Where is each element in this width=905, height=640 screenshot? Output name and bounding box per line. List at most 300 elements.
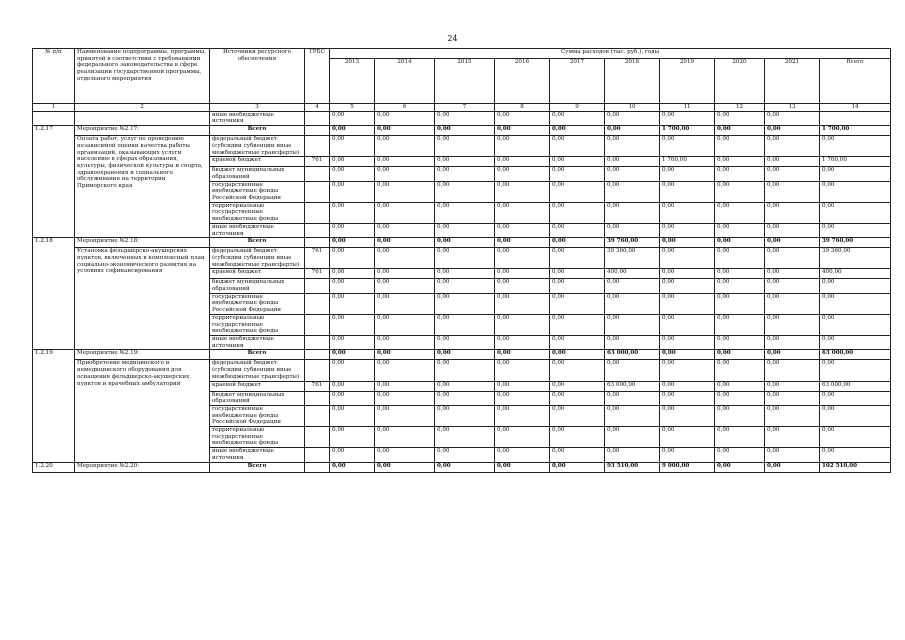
source-cell: иные внебюджетные источники [210, 223, 305, 237]
source-cell: федеральный бюджет (субсидии субвенции иные межбюджетные трансферты) [210, 248, 305, 269]
value-cell: 0,00 [660, 293, 715, 314]
value-cell: 0,00 [550, 202, 605, 223]
value-cell: 0,00 [765, 202, 820, 223]
value-cell: 0,00 [550, 360, 605, 381]
column-number: 10 [605, 104, 660, 112]
value-cell: 0,00 [375, 157, 435, 167]
value-cell: 0,00 [330, 202, 375, 223]
value-cell: 0,00 [330, 293, 375, 314]
source-cell: государственные внебюджетные фонды Российской Федерации [210, 181, 305, 202]
value-cell: 0,00 [375, 462, 435, 472]
value-cell: 0,00 [550, 462, 605, 472]
value-cell: 0,00 [495, 136, 550, 157]
value-cell: 0,00 [435, 293, 495, 314]
value-cell: 0,00 [435, 248, 495, 269]
value-cell: 0,00 [660, 335, 715, 349]
value-cell: 0,00 [550, 427, 605, 448]
value-cell: 0,00 [435, 269, 495, 279]
value-cell: 0,00 [605, 202, 660, 223]
value-cell: 0,00 [550, 335, 605, 349]
value-cell: 0,00 [605, 279, 660, 293]
value-cell: 63 000,00 [605, 381, 660, 391]
value-cell: 0,00 [715, 167, 765, 181]
value-cell: 0,00 [765, 462, 820, 472]
value-cell: 0,00 [375, 335, 435, 349]
grbs-cell [305, 462, 330, 472]
value-cell: 0,00 [715, 405, 765, 426]
row-name: Приобретение медицинского и немедицинского оборудования для оснащения фельдшерско-акушерских пунктов и врачебных амбулаторий [75, 360, 210, 462]
value-cell: 0,00 [820, 360, 891, 381]
value-cell: 0,00 [820, 427, 891, 448]
row-number: 1.2.17 [33, 126, 75, 238]
value-cell: 63 000,00 [820, 350, 891, 360]
grbs-cell [305, 279, 330, 293]
value-cell: 0,00 [765, 157, 820, 167]
value-cell: 0,00 [435, 391, 495, 405]
value-cell: 0,00 [715, 238, 765, 248]
value-cell: 0,00 [765, 427, 820, 448]
value-cell: 0,00 [605, 181, 660, 202]
value-cell: 39 360,00 [820, 248, 891, 269]
value-cell: 0,00 [820, 293, 891, 314]
value-cell: 0,00 [550, 269, 605, 279]
value-cell: 0,00 [765, 167, 820, 181]
source-cell: бюджет муниципальных образований [210, 391, 305, 405]
value-cell: 0,00 [605, 391, 660, 405]
grbs-cell: 761 [305, 157, 330, 167]
grbs-cell [305, 181, 330, 202]
value-cell: 63 000,00 [820, 381, 891, 391]
value-cell: 0,00 [495, 157, 550, 167]
value-cell: 0,00 [765, 360, 820, 381]
grbs-cell [305, 111, 330, 125]
value-cell: 0,00 [330, 314, 375, 335]
row-name: Мероприятие №2.19: [75, 350, 210, 360]
value-cell: 0,00 [765, 238, 820, 248]
value-cell: 0,00 [330, 248, 375, 269]
value-cell: 0,00 [375, 181, 435, 202]
source-cell: краевой бюджет [210, 157, 305, 167]
column-number: 12 [715, 104, 765, 112]
column-number: 5 [330, 104, 375, 112]
value-cell: 1 700,00 [660, 126, 715, 136]
source-cell: краевой бюджет [210, 269, 305, 279]
value-cell: 0,00 [605, 111, 660, 125]
value-cell: 0,00 [715, 223, 765, 237]
value-cell: 0,00 [435, 350, 495, 360]
column-number: 13 [765, 104, 820, 112]
value-cell: 0,00 [375, 126, 435, 136]
page-number: 24 [447, 34, 458, 43]
value-cell: 0,00 [495, 279, 550, 293]
value-cell: 0,00 [550, 223, 605, 237]
source-cell: федеральный бюджет (субсидии субвенции иные межбюджетные трансферты) [210, 136, 305, 157]
source-cell: территориальные государственные внебюджетные фонды [210, 427, 305, 448]
value-cell: 0,00 [715, 381, 765, 391]
value-cell: 0,00 [330, 427, 375, 448]
value-cell: 0,00 [820, 405, 891, 426]
value-cell: 0,00 [435, 448, 495, 462]
grbs-cell: 761 [305, 381, 330, 391]
value-cell: 0,00 [495, 314, 550, 335]
grbs-cell [305, 238, 330, 248]
row-name [75, 111, 210, 125]
col-source-header: Источники ресурсного обеспечения [210, 49, 305, 104]
value-cell: 0,00 [715, 335, 765, 349]
value-cell: 0,00 [375, 293, 435, 314]
table-row [33, 136, 891, 157]
value-cell: 0,00 [605, 293, 660, 314]
value-cell: 0,00 [375, 202, 435, 223]
value-cell: 0,00 [715, 111, 765, 125]
value-cell: 0,00 [330, 448, 375, 462]
year-header: Всего [820, 59, 891, 104]
column-number: 9 [550, 104, 605, 112]
value-cell: 93 510,00 [605, 462, 660, 472]
value-cell: 0,00 [550, 314, 605, 335]
value-cell: 0,00 [660, 181, 715, 202]
row-number: 1.2.18 [33, 238, 75, 350]
value-cell: 0,00 [765, 279, 820, 293]
value-cell [820, 111, 891, 125]
grbs-cell [305, 350, 330, 360]
value-cell: 0,00 [820, 391, 891, 405]
year-header: 2014 [375, 59, 435, 104]
value-cell: 0,00 [765, 293, 820, 314]
row-number: 1.2.19 [33, 350, 75, 462]
value-cell: 0,00 [550, 167, 605, 181]
column-number: 11 [660, 104, 715, 112]
value-cell: 0,00 [765, 314, 820, 335]
value-cell: 0,00 [495, 167, 550, 181]
value-cell: 0,00 [330, 157, 375, 167]
value-cell: 0,00 [715, 314, 765, 335]
value-cell: 0,00 [765, 136, 820, 157]
value-cell: 0,00 [375, 223, 435, 237]
value-cell: 0,00 [375, 314, 435, 335]
value-cell: 0,00 [375, 167, 435, 181]
value-cell: 0,00 [605, 405, 660, 426]
value-cell: 0,00 [330, 360, 375, 381]
grbs-cell [305, 391, 330, 405]
value-cell: 0,00 [660, 314, 715, 335]
grbs-cell [305, 167, 330, 181]
value-cell: 0,00 [495, 181, 550, 202]
column-number: 8 [495, 104, 550, 112]
value-cell: 0,00 [495, 293, 550, 314]
value-cell: 0,00 [550, 350, 605, 360]
value-cell: 39 760,00 [820, 238, 891, 248]
source-cell: бюджет муниципальных образований [210, 167, 305, 181]
grbs-cell [305, 360, 330, 381]
value-cell: 0,00 [605, 360, 660, 381]
value-cell: 0,00 [605, 126, 660, 136]
year-header: 2017 [550, 59, 605, 104]
value-cell: 0,00 [660, 448, 715, 462]
value-cell: 0,00 [660, 350, 715, 360]
value-cell: 0,00 [550, 293, 605, 314]
value-cell: 0,00 [375, 448, 435, 462]
year-header: 2016 [495, 59, 550, 104]
source-cell: иные внебюджетные источники [210, 448, 305, 462]
value-cell: 0,00 [765, 111, 820, 125]
value-cell: 0,00 [715, 462, 765, 472]
value-cell: 0,00 [550, 279, 605, 293]
value-cell: 0,00 [435, 314, 495, 335]
value-cell: 0,00 [330, 381, 375, 391]
source-cell: Всего [210, 126, 305, 136]
grbs-cell: 761 [305, 269, 330, 279]
value-cell: 0,00 [495, 111, 550, 125]
grbs-cell [305, 335, 330, 349]
row-name: Оплата работ, услуг по проведению независимой оценки качества работы организаций, оказывающих услуги населению в сферах образования, культуры, физической культуры и спорта, здравоохранения и социального обслуживания на территории Приморского края [75, 136, 210, 238]
value-cell: 0,00 [715, 248, 765, 269]
source-cell: государственные внебюджетные фонды Российской Федерации [210, 293, 305, 314]
value-cell: 0,00 [605, 314, 660, 335]
value-cell: 0,00 [820, 136, 891, 157]
value-cell: 0,00 [435, 405, 495, 426]
year-header: 2018 [605, 59, 660, 104]
value-cell: 0,00 [495, 391, 550, 405]
value-cell: 0,00 [660, 269, 715, 279]
value-cell: 0,00 [495, 335, 550, 349]
value-cell: 0,00 [765, 350, 820, 360]
grbs-cell [305, 314, 330, 335]
grbs-cell [305, 223, 330, 237]
value-cell: 0,00 [660, 427, 715, 448]
value-cell: 0,00 [820, 335, 891, 349]
source-cell: Всего [210, 462, 305, 472]
table-row [33, 238, 891, 248]
value-cell: 0,00 [765, 381, 820, 391]
value-cell: 0,00 [550, 157, 605, 167]
value-cell: 0,00 [330, 462, 375, 472]
year-header: 2019 [660, 59, 715, 104]
value-cell: 0,00 [715, 136, 765, 157]
value-cell: 0,00 [765, 126, 820, 136]
value-cell: 0,00 [550, 391, 605, 405]
value-cell: 0,00 [660, 238, 715, 248]
source-cell: Всего [210, 350, 305, 360]
column-number: 14 [820, 104, 891, 112]
value-cell: 0,00 [550, 111, 605, 125]
value-cell: 0,00 [765, 248, 820, 269]
value-cell: 0,00 [435, 279, 495, 293]
table-row [33, 248, 891, 269]
value-cell: 0,00 [495, 238, 550, 248]
value-cell: 0,00 [435, 111, 495, 125]
source-cell: краевой бюджет [210, 381, 305, 391]
year-header: 2013 [330, 59, 375, 104]
value-cell: 0,00 [330, 391, 375, 405]
value-cell: 0,00 [495, 126, 550, 136]
value-cell: 0,00 [495, 448, 550, 462]
value-cell: 0,00 [660, 111, 715, 125]
value-cell: 0,00 [330, 279, 375, 293]
value-cell: 0,00 [715, 293, 765, 314]
value-cell: 0,00 [435, 136, 495, 157]
grbs-cell [305, 448, 330, 462]
value-cell: 0,00 [820, 167, 891, 181]
value-cell: 1 700,00 [820, 157, 891, 167]
value-cell: 0,00 [435, 157, 495, 167]
value-cell: 39 360,00 [605, 248, 660, 269]
value-cell: 0,00 [550, 248, 605, 269]
value-cell: 0,00 [330, 136, 375, 157]
value-cell: 0,00 [375, 111, 435, 125]
col-grbs-header: ГРБС [305, 49, 330, 104]
value-cell: 0,00 [820, 279, 891, 293]
value-cell: 0,00 [605, 448, 660, 462]
value-cell: 0,00 [715, 391, 765, 405]
grbs-cell [305, 293, 330, 314]
value-cell: 0,00 [435, 335, 495, 349]
value-cell: 0,00 [330, 181, 375, 202]
value-cell: 0,00 [660, 202, 715, 223]
year-header: 2015 [435, 59, 495, 104]
value-cell: 0,00 [495, 405, 550, 426]
source-cell: иные внебюджетные источники [210, 335, 305, 349]
value-cell: 0,00 [660, 381, 715, 391]
value-cell: 0,00 [375, 427, 435, 448]
value-cell: 0,00 [550, 405, 605, 426]
value-cell: 0,00 [495, 427, 550, 448]
value-cell: 0,00 [820, 223, 891, 237]
value-cell: 0,00 [715, 269, 765, 279]
source-cell: иные внебюджетные источники [210, 111, 305, 125]
value-cell: 0,00 [660, 360, 715, 381]
value-cell: 0,00 [375, 405, 435, 426]
value-cell: 0,00 [375, 238, 435, 248]
value-cell: 0,00 [375, 391, 435, 405]
table-row [33, 126, 891, 136]
value-cell: 0,00 [715, 360, 765, 381]
source-cell: государственные внебюджетные фонды Российской Федерации [210, 405, 305, 426]
value-cell: 0,00 [435, 427, 495, 448]
value-cell: 0,00 [605, 427, 660, 448]
value-cell: 0,00 [435, 238, 495, 248]
value-cell: 0,00 [375, 360, 435, 381]
value-cell: 102 510,00 [820, 462, 891, 472]
value-cell: 0,00 [660, 223, 715, 237]
value-cell: 400,00 [820, 269, 891, 279]
value-cell: 0,00 [660, 405, 715, 426]
value-cell: 0,00 [605, 167, 660, 181]
value-cell: 0,00 [660, 391, 715, 405]
value-cell: 1 700,00 [660, 157, 715, 167]
value-cell: 0,00 [330, 111, 375, 125]
value-cell: 63 000,00 [605, 350, 660, 360]
value-cell: 0,00 [660, 167, 715, 181]
value-cell: 0,00 [715, 350, 765, 360]
value-cell: 0,00 [495, 360, 550, 381]
grbs-cell [305, 126, 330, 136]
value-cell: 0,00 [330, 269, 375, 279]
value-cell: 0,00 [715, 126, 765, 136]
column-number: 3 [210, 104, 305, 112]
value-cell: 1 700,00 [820, 126, 891, 136]
expenses-table [32, 48, 891, 473]
value-cell: 0,00 [550, 181, 605, 202]
value-cell: 39 760,00 [605, 238, 660, 248]
value-cell: 0,00 [330, 223, 375, 237]
value-cell: 0,00 [495, 381, 550, 391]
grbs-cell [305, 136, 330, 157]
value-cell: 0,00 [330, 126, 375, 136]
value-cell: 0,00 [765, 335, 820, 349]
value-cell: 0,00 [330, 238, 375, 248]
value-cell: 0,00 [715, 181, 765, 202]
value-cell: 0,00 [715, 448, 765, 462]
year-header: 2020 [715, 59, 765, 104]
source-cell: территориальные государственные внебюджетные фонды [210, 314, 305, 335]
row-name: Мероприятие №2.20: [75, 462, 210, 472]
value-cell: 0,00 [820, 181, 891, 202]
value-cell: 0,00 [715, 157, 765, 167]
value-cell: 0,00 [550, 136, 605, 157]
value-cell: 0,00 [495, 202, 550, 223]
value-cell: 0,00 [495, 350, 550, 360]
column-number: 7 [435, 104, 495, 112]
row-number [33, 111, 75, 125]
value-cell: 0,00 [765, 405, 820, 426]
source-cell: бюджет муниципальных образований [210, 279, 305, 293]
grbs-cell [305, 202, 330, 223]
value-cell: 0,00 [375, 269, 435, 279]
value-cell: 0,00 [375, 350, 435, 360]
table-row [33, 350, 891, 360]
value-cell: 0,00 [715, 202, 765, 223]
column-number: 2 [75, 104, 210, 112]
value-cell: 0,00 [550, 126, 605, 136]
value-cell: 0,00 [375, 381, 435, 391]
value-cell: 9 000,00 [660, 462, 715, 472]
value-cell: 0,00 [605, 335, 660, 349]
value-cell: 0,00 [765, 269, 820, 279]
value-cell: 0,00 [715, 427, 765, 448]
value-cell: 0,00 [765, 391, 820, 405]
value-cell: 0,00 [550, 448, 605, 462]
source-cell: Всего [210, 238, 305, 248]
value-cell: 0,00 [330, 167, 375, 181]
value-cell: 0,00 [375, 136, 435, 157]
value-cell: 0,00 [435, 360, 495, 381]
value-cell: 0,00 [435, 126, 495, 136]
value-cell: 0,00 [605, 157, 660, 167]
value-cell: 0,00 [605, 223, 660, 237]
value-cell: 0,00 [495, 248, 550, 269]
table-row [33, 111, 891, 125]
value-cell: 0,00 [435, 167, 495, 181]
value-cell: 400,00 [605, 269, 660, 279]
value-cell: 0,00 [605, 136, 660, 157]
value-cell: 0,00 [375, 279, 435, 293]
value-cell: 0,00 [495, 462, 550, 472]
column-number: 6 [375, 104, 435, 112]
column-number: 1 [33, 104, 75, 112]
value-cell: 0,00 [765, 448, 820, 462]
row-name: Мероприятие №2.17: [75, 126, 210, 136]
value-cell: 0,00 [660, 136, 715, 157]
value-cell: 0,00 [435, 381, 495, 391]
table-row [33, 360, 891, 381]
value-cell: 0,00 [495, 269, 550, 279]
value-cell: 0,00 [495, 223, 550, 237]
value-cell: 0,00 [330, 335, 375, 349]
value-cell: 0,00 [435, 223, 495, 237]
value-cell: 0,00 [820, 448, 891, 462]
year-header: 2021 [765, 59, 820, 104]
